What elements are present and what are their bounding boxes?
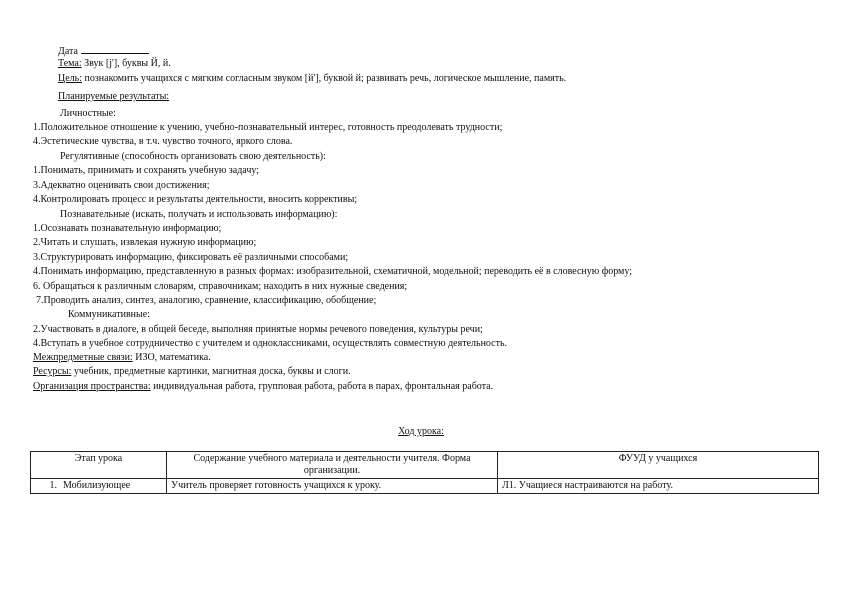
resources-label: Ресурсы: [33,366,72,377]
interdisciplinary-value: ИЗО, математика. [132,352,211,363]
regulatory-item: 1.Понимать, принимать и сохранять учебную задачу; [33,165,260,176]
cell-fuud: Л1. Учащиеся настраиваются на работу. [498,479,819,494]
resources-line [33,366,351,378]
regulatory-title: Регулятивные (способность организовать свою деятельность): [60,151,326,162]
personal-title: Личностные: [60,108,116,119]
date-blank [81,44,149,54]
interdisciplinary-label: Межпредметные связи: [33,352,133,363]
date-label: Дата [58,46,78,57]
table-row [31,479,819,494]
stage-name: Мобилизующее [63,480,131,491]
topic-line [58,58,171,70]
header-stage: Этап урока [31,452,167,479]
communicative-title: Коммуникативные: [68,309,150,320]
personal-item: 1.Положительное отношение к учению, учебно-познавательный интерес, готовность преодолевать трудности; [33,122,503,133]
cognitive-item: 3.Структурировать информацию, фиксировать её различными способами; [33,252,349,263]
resources-value: учебник, предметные картинки, магнитная доска, буквы и слоги. [71,366,351,377]
space-line [33,381,493,393]
interdisciplinary-line [33,352,211,364]
topic-label: Тема: [58,58,82,69]
header-fuud: ФУУД у учащихся [498,452,819,479]
space-label: Организация пространства: [33,381,151,392]
communicative-item: 4.Вступать в учебное сотрудничество с учителем и одноклассниками, осуществлять совместную деятельность. [33,338,508,349]
regulatory-item: 4.Контролировать процесс и результаты деятельности, вносить коррективы; [33,194,358,205]
cell-stage [31,479,167,494]
lesson-heading: Ход урока: [398,426,444,437]
cognitive-item: 2.Читать и слушать, извлекая нужную информацию; [33,237,257,248]
date-line [58,44,149,58]
goal-label: Цель: [58,73,82,84]
table-header-row [31,452,819,479]
cognitive-item: 1.Осознавать познавательную информацию; [33,223,222,234]
planned-results-heading: Планируемые результаты: [58,91,170,102]
cognitive-title: Познавательные (искать, получать и использовать информацию): [60,209,338,220]
lesson-table [30,451,819,494]
topic-value: Звук [j'], буквы Й, й. [84,58,171,69]
cognitive-item: 4.Понимать информацию, представленную в разных формах: изобразительной, схематичной, модельной; переводить её в словесную форму; [33,266,633,277]
row-number: 1. [49,480,57,491]
cognitive-item: 7.Проводить анализ, синтез, аналогию, сравнение, классификацию, обобщение; [36,295,377,306]
header-content: Содержание учебного материала и деятельности учителя. Форма организации. [167,452,498,479]
goal-line [58,73,566,85]
goal-value: познакомить учащихся с мягким согласным звуком [й'], буквой й; развивать речь, логическое мышление, память. [84,73,567,84]
space-value: индивидуальная работа, групповая работа, работа в парах, фронтальная работа. [150,381,494,392]
cognitive-item: 6. Обращаться к различным словарям, справочникам; находить в них нужные сведения; [33,281,408,292]
cell-content: Учитель проверяет готовность учащихся к уроку. [167,479,498,494]
personal-item: 4.Эстетические чувства, в т.ч. чувство точного, яркого слова. [33,136,293,147]
regulatory-item: 3.Адекватно оценивать свои достижения; [33,180,210,191]
communicative-item: 2.Участвовать в диалоге, в общей беседе, выполняя принятые нормы речевого поведения, культуры речи; [33,324,483,335]
